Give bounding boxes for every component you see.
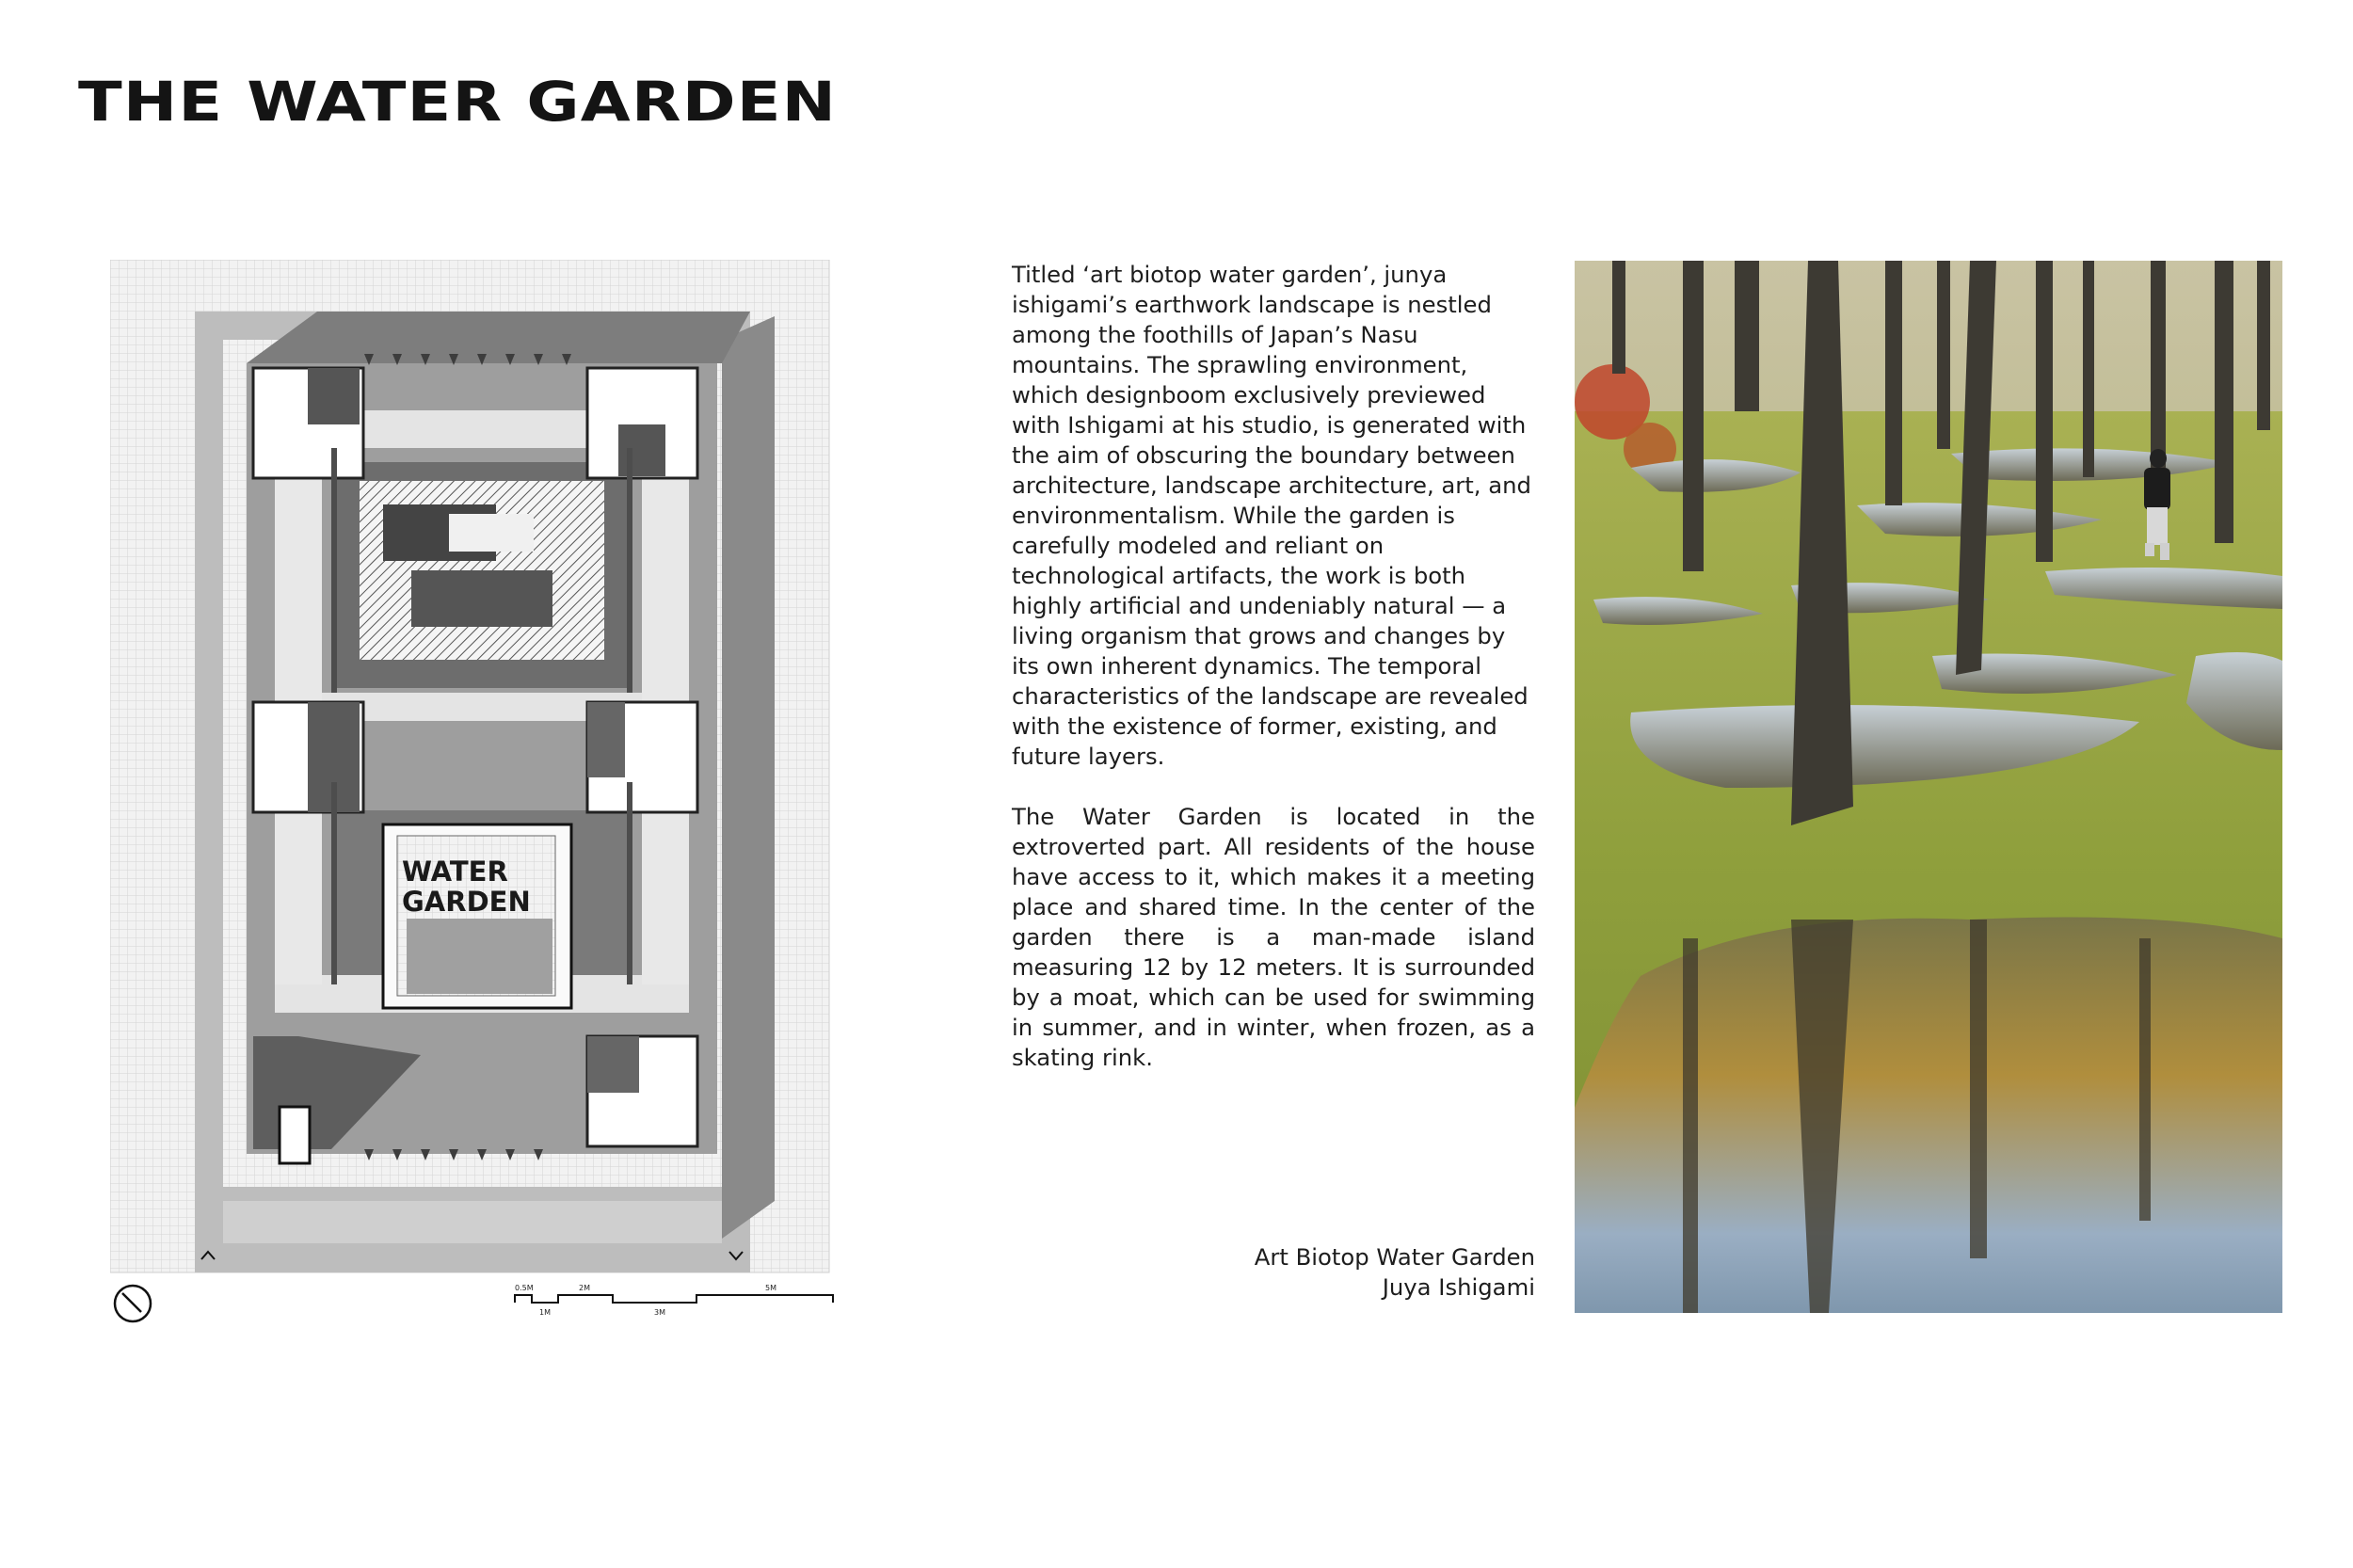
scale-label: 3M xyxy=(654,1308,665,1317)
scale-label: 0.5M xyxy=(515,1284,534,1292)
scale-bar xyxy=(513,1282,838,1324)
scale-label: 1M xyxy=(539,1308,551,1317)
plan-label-line1: WATER xyxy=(402,856,508,888)
paragraph-intro: Titled ‘art biotop water garden’, junya ishigami’s earthwork landscape is nestled among the foothills of Japan’s Nasu mountains. The sprawling environment, which designboom exclusively previewed with Ishigami at his studio, is generated with the aim of obscuring the boundary between architecture, landscape architecture, art, and environmentalism. While the garden is carefully modeled and reliant on technological artifacts, the work is both highly artificial and undeniably natural — a living organism that grows and changes by its own inherent dynamics. The temporal characteristics of the landscape are revealed with the existence of former, existing, and future layers. xyxy=(1012,261,1531,770)
scale-label: 2M xyxy=(579,1284,590,1292)
scale-label: 5M xyxy=(765,1284,776,1292)
caption-author: Juya Ishigami xyxy=(1382,1273,1535,1301)
description-text xyxy=(1012,260,1535,1103)
caption-title: Art Biotop Water Garden xyxy=(1254,1243,1535,1271)
site-plan xyxy=(110,260,835,1327)
page-title: THE WATER GARDEN xyxy=(78,70,838,134)
photo-caption xyxy=(1158,1242,1535,1303)
paragraph-water-garden: The Water Garden is located in the extroverted part. All residents of the house have access to it, which makes it a meeting place and shared time. In the center of the garden there is a man-made island measuring 12 by 12 meters. It is surrounded by a moat, which can be used for swimming in summer, and in winter, when frozen, as a skating rink. xyxy=(1012,803,1535,1071)
garden-photo xyxy=(1575,261,2282,1313)
water-garden-label xyxy=(402,856,531,917)
plan-label-line2: GARDEN xyxy=(402,886,531,918)
north-arrow-icon xyxy=(112,1283,153,1324)
